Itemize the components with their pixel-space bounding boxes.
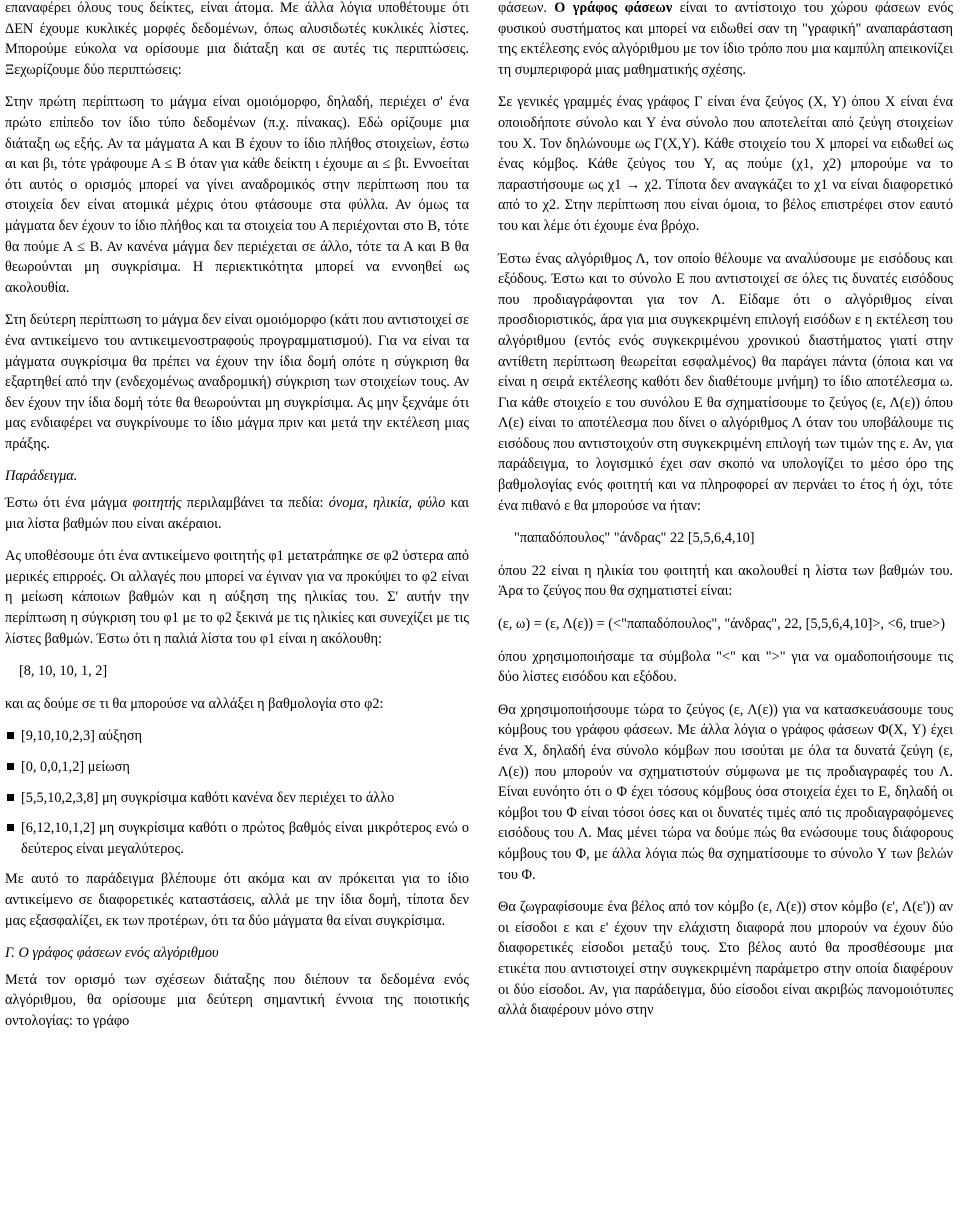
list-item-text: [0, 0,0,1,2] μείωση	[21, 759, 130, 775]
bullet-square-icon	[7, 763, 14, 770]
paragraph-age-note: όπου 22 είναι η ηλικία του φοιτητή και ακολουθεί η λίστα των βαθμών του. Άρα το ζεύγος που θα σχηματιστεί είναι:	[498, 562, 953, 600]
paragraph-phase-graph-def	[498, 0, 953, 80]
list-item	[5, 726, 469, 747]
old-grade-list: [8, 10, 10, 1, 2]	[19, 663, 108, 680]
right-column	[498, 0, 953, 1033]
paragraph-phase-graph-intro: Μετά τον ορισμό των σχέσεων διάταξης που διέπουν τα δεδομένα ενός αλγόριθμου, θα ορίσουμε μια δεύτερη σημαντική έννοια της ποιοτικής οντολογίας: το γράφο	[5, 971, 469, 1029]
bold-term: Ο γράφος φάσεων	[554, 0, 673, 16]
italic-fields: όνομα, ηλικία, φύλο	[328, 495, 446, 512]
paragraph-algorithm-inputs: Έστω ένας αλγόριθμος Λ, τον οποίο θέλουμε να αναλύσουμε με εισόδους και εξόδους. Έστω και το σύνολο Ε που αντιστοιχεί σε όλες τις δυνατές εισόδους που προδιαγράφονται για τον Λ. Είδαμε ότι ο αλγόριθμος είναι προσδιοριστικός, άρα για μια συγκεκριμένη επιλογή εισόδων ε η εκτέλεση του αλγόριθμου (εντός ενός συγκεκριμένου χρονικού διαστήματος γιατί στην αντίθετη περίπτωση θεωρείται εσφαλμένος) θα παράγει πάντα (όποια και να είναι η σειρά εκτέλεσης καθότι δεν διαθέτουμε μνήμη) το ίδιο αποτέλεσμα ω. Για κάθε στοιχείο ε του συνόλου Ε θα σχηματίσουμε το ζεύγος (ε, Λ(ε)) όπου Λ(ε) είναι το αποτέλεσμα που δίνει ο αλγόριθμος Λ όταν του υποβάλουμε τις εισόδους που αντιστοιχούν στη συγκεκριμένη επιλογή των τιμών της ε. Αν, για παράδειγμα, το λογισμικό έχει σαν σκοπό να υπολογίζει το μέσο όρο της βαθμολογίας ενός φοιτητή και να πληροφορεί αν περνάει το έτος ή όχι, τότε ένα πιθανό ε θα μπορούσε να ήταν:	[498, 250, 953, 514]
grade-variations-list	[5, 726, 469, 859]
paragraph-graph-general: Σε γενικές γραμμές ένας γράφος Γ είναι ένα ζεύγος (Χ, Υ) όπου Χ είναι ένα οποιοδήποτε σύνολο και Υ ένα σύνολο που αποτελείται από ζεύγη στοιχείων του Χ. Τον δηλώνουμε ως Γ(Χ,Υ). Κάθε στοιχείο του Χ μπορεί να ειδωθεί ως ένας κόμβος. Κάθε ζεύγος του Υ, ας πούμε (χ1, χ2) μπορούμε να το παραστήσουμε ως χ1 → χ2. Τίποτα δεν αναγκάζει το χ1 να είναι διαφορετικό από το χ2. Στην περίπτωση που είναι όμοια, το βέλος επιστρέφει στον εαυτό του και λέμε ότι έχουμε ένα βρόχο.	[498, 94, 953, 234]
left-column	[5, 0, 469, 1044]
text-segment: και μια λίστα βαθμών που είναι ακέραιοι.	[5, 495, 469, 532]
list-item	[5, 757, 469, 778]
paragraph-intro: επαναφέρει όλους τους δείκτες, είναι άτομα. Με άλλα λόγια υποθέτουμε ότι ΔΕΝ έχουμε κυκλικές μορφές δεδομένων, όπως αλυσιδωτές κυκλικές λίστες. Μπορούμε εύκολα να ορίσουμε μια διάταξη και σε αυτές τις περιπτώσεις. Ξεχωρίζουμε δύο περιπτώσεις:	[5, 0, 469, 78]
text-segment: Έστω ότι ένα μάγμα	[5, 495, 133, 512]
paragraph-conclusion: Με αυτό το παράδειγμα βλέπουμε ότι ακόμα και αν πρόκειται για το ίδιο αντικείμενο σε διαφορετικές καταστάσεις, αλλά με την ίδια δομή, τίποτα δεν μας εξασφαλίζει, εκ των προτέρων, ότι τα δύο μάγματα θα είναι συγκρίσιμα.	[5, 871, 469, 929]
bullet-square-icon	[7, 794, 14, 801]
text-segment: περιλαμβάνει τα πεδία:	[181, 495, 329, 512]
paragraph-student-change: Ας υποθέσουμε ότι ένα αντικείμενο φοιτητής φ1 μετατράπηκε σε φ2 ύστερα από μερικές επιρροές. Οι αλλαγές που μπορεί να έγιναν για να προκύψει το φ2 είναι η μείωση κάποιων βαθμών και η αύξηση της ηλικίας του. Σ' αυτήν την περίπτωση η σύγκριση του φ1 με το φ2 ξεκινά με τις ηλικίες και συνεχίζει με τις λίστες βαθμών. Έστω ότι η παλιά λίστα του φ1 είναι η ακόλουθη:	[5, 548, 469, 647]
list-item	[5, 788, 469, 809]
list-item-text: [6,12,10,1,2] μη συγκρίσιμα καθότι ο πρώτος βαθμός είναι μικρότερος ενώ ο δεύτερος είναι μεγαλύτερος.	[21, 820, 469, 857]
paragraph-grade-change: και ας δούμε σε τι θα μπορούσε να αλλάξει η βαθμολογία στο φ2:	[5, 695, 384, 712]
pair-formula: (ε, ω) = (ε, Λ(ε)) = (<"παπαδόπουλος", "άνδρας", 22, [5,5,6,4,10]>, <6, true>)	[498, 616, 945, 633]
example-input-values: "παπαδόπουλος" "άνδρας" 22 [5,5,6,4,10]	[514, 530, 755, 547]
section-heading: Γ. Ο γράφος φάσεων ενός αλγόριθμου	[5, 945, 219, 962]
example-label: Παράδειγμα.	[5, 468, 78, 485]
paragraph-uniform-case: Στην πρώτη περίπτωση το μάγμα είναι ομοιόμορφο, δηλαδή, περιέχει σ' ένα πρώτο επίπεδο τον ίδιο τύπο δεδομένων (π.χ. πίνακας). Εδώ ορίζουμε μια διάταξη ως εξής. Αν τα μάγματα Α και Β έχουν το ίδιο πλήθος στοιχείων, έστω αι και βι, τότε γράφουμε Α ≤ Β όταν για κάθε δείκτη ι έχουμε αι ≤ βι. Εννοείται ότι αυτός ο ορισμός μπορεί να γίνει αναδρομικός στην περίπτωση που τα στοιχεία δεν είναι ατομικά μέχρις ότου φτάσουμε στα φύλλα. Αν όμως τα μάγματα δεν έχουν το ίδιο πλήθος και τα στοιχεία του Α περιέχονται στο Β, τότε θα πούμε Α ≤ Β. Αν κανένα μάγμα δεν περιέχεται σε άλλο, τότε τα Α και Β θα θεωρούνται μη συγκρίσιμα. Η περιεκτικότητα μπορεί να εννοηθεί ως ακολουθία.	[5, 94, 469, 296]
paragraph-example-student	[5, 493, 469, 534]
paragraph-nonuniform-case: Στη δεύτερη περίπτωση το μάγμα δεν είναι ομοιόμορφο (κάτι που αντιστοιχεί σε ένα αντικείμενο του αντικειμενοστραφούς προγραμματισμού). Για να είναι τα μάγματα συγκρίσιμα θα πρέπει να έχουν την ίδια δομή οπότε η σύγκριση θα εξαρτηθεί από την (ενδεχομένως αναδρομική) σύγκριση των στοιχείων τους. Αν δεν έχουν την ίδια δομή τότε θα θεωρούνται μη συγκρίσιμα. Ας μην ξεχνάμε ότι μας ενδιαφέρει να συγκρίνουμε το ίδιο μάγμα πριν και μετά την εκτέλεση μιας πράξης.	[5, 312, 469, 452]
list-item-text: [5,5,10,2,3,8] μη συγκρίσιμα καθότι κανένα δεν περιέχει το άλλο	[21, 789, 395, 806]
paragraph-nodes: Θα χρησιμοποιήσουμε τώρα το ζεύγος (ε, Λ(ε)) για να κατασκευάσουμε τους κόμβους του γράφου φάσεων. Με άλλα λόγια ο γράφος φάσεων Φ(Χ, Υ) έχει ένα Χ, δηλαδή ένα σύνολο κόμβων που ισούται με όλα τα δυνατά ζεύγη (ε, Λ(ε)) που μπορούν να σχηματιστούν σύμφωνα με τις προδιαγραφές του Λ. Είναι ευνόητο ότι ο Φ έχει τόσους κόμβους όσα στοιχεία έχει το Ε, δηλαδή οι κόμβοι του Φ είναι τόσοι όσες και οι δυνατές τιμές από τις προδιαγραφόμενες εισόδους του Λ. Μας μένει τώρα να δούμε πώς θα ενώσουμε τους διάφορους κόμβους του Φ, με άλλα λόγια πώς θα σχηματίσουμε το σύνολο Υ των βελών του Φ.	[498, 701, 953, 883]
text-segment: είναι το αντίστοιχο του χώρου φάσεων ενός φυσικού συστήματος και μπορεί να ειδωθεί σαν τη "γραφική" αναπαράσταση της εκτέλεσης ενός αλγόριθμου με τον ίδιο τρόπο που μια καμπύλη απεικονίζει τη συμπεριφορά μιας μαθηματικής σχέσης.	[498, 0, 954, 78]
paragraph-symbols: όπου χρησιμοποιήσαμε τα σύμβολα "<" και ">" για να ομαδοποιήσουμε τις δύο λίστες εισόδου και εξόδου.	[498, 648, 953, 686]
bullet-square-icon	[7, 732, 14, 739]
list-item	[5, 818, 469, 859]
paragraph-arrows: Θα ζωγραφίσουμε ένα βέλος από τον κόμβο (ε, Λ(ε)) στον κόμβο (ε', Λ(ε')) αν οι είσοδοι ε και ε' έχουν την ελάχιστη διαφορά που μπορούν να έχουν δύο διαφορετικές είσοδοι μεταξύ τους. Στο βέλος αυτό θα προσθέσουμε μια ετικέτα που αντιστοιχεί στην συγκεκριμένη παράμετρο στην οποία διαφέρουν οι δύο είσοδοι. Αν, για παράδειγμα, δύο είσοδοι είναι ακριβώς πανομοιότυπες αλλά διαφέρουν μόνο στην	[498, 899, 953, 1019]
text-segment: φάσεων.	[498, 0, 555, 16]
bullet-square-icon	[7, 824, 14, 831]
list-item-text: [9,10,10,2,3] αύξηση	[21, 728, 143, 745]
italic-term: φοιτητής	[132, 495, 182, 512]
